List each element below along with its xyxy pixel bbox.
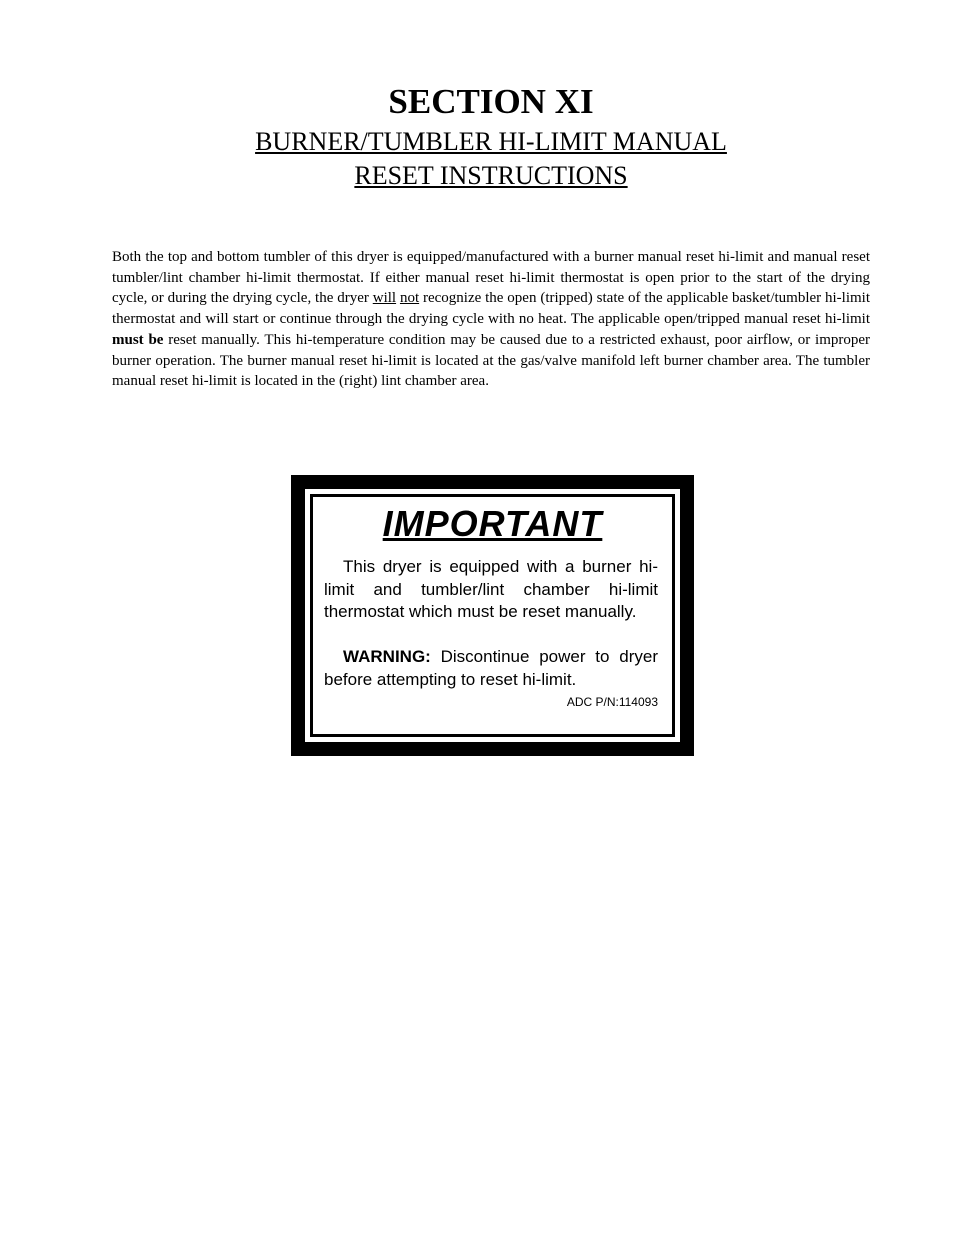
important-label [291,475,694,756]
important-label-paragraph [324,556,658,624]
body-text-part-2: recognize the open (tripped) state of the applicable basket/tumbler hi-limit thermostat and will start or continue through the drying cycle with no heat. The applicable open/tripped manual reset hi-limit [112,290,871,328]
important-label-title [313,503,672,545]
important-label-paragraph-text: This dryer is equipped with a burner hi-limit and tumbler/lint chamber hi-limit thermostat which must be reset manually. [324,557,658,621]
emphasis-not: not [399,290,420,307]
important-label-panel [310,494,675,737]
section-subtitle-line-1: BURNER/TUMBLER HI-LIMIT MANUAL [255,127,727,156]
body-paragraph [112,247,870,392]
important-label-warning [324,646,658,691]
emphasis-will: will [372,290,397,307]
body-text-part-1: Both the top and bottom tumbler of this dryer is equipped/manufactured with a burner manual reset hi-limit and manual reset tumbler/lint chamber hi-limit thermostat. If either manual reset hi-limit thermostat is open prior to the start of the drying cycle, or during the drying cycle, the dryer [112,249,870,307]
warning-text: Discontinue power to dryer before attempting to reset hi-limit. [324,647,658,689]
body-text-part-3: reset manually. This hi-temperature condition may be caused due to a restricted exhaust, poor airflow, or improper burner operation. The burner manual reset hi-limit is located at the gas/valve manifold left burner chamber area. The tumbler manual reset hi-limit is located in the (right) lint chamber area. [112,331,871,390]
part-number: ADC P/N:114093 [566,695,658,709]
emphasis-must-be: must be [112,331,164,348]
section-subtitle-line-2: RESET INSTRUCTIONS [354,161,628,190]
important-label-ring [305,489,680,742]
warning-prefix: WARNING: [343,647,431,666]
important-label-title-text: IMPORTANT [382,503,603,544]
section-title: SECTION XI [388,82,594,121]
